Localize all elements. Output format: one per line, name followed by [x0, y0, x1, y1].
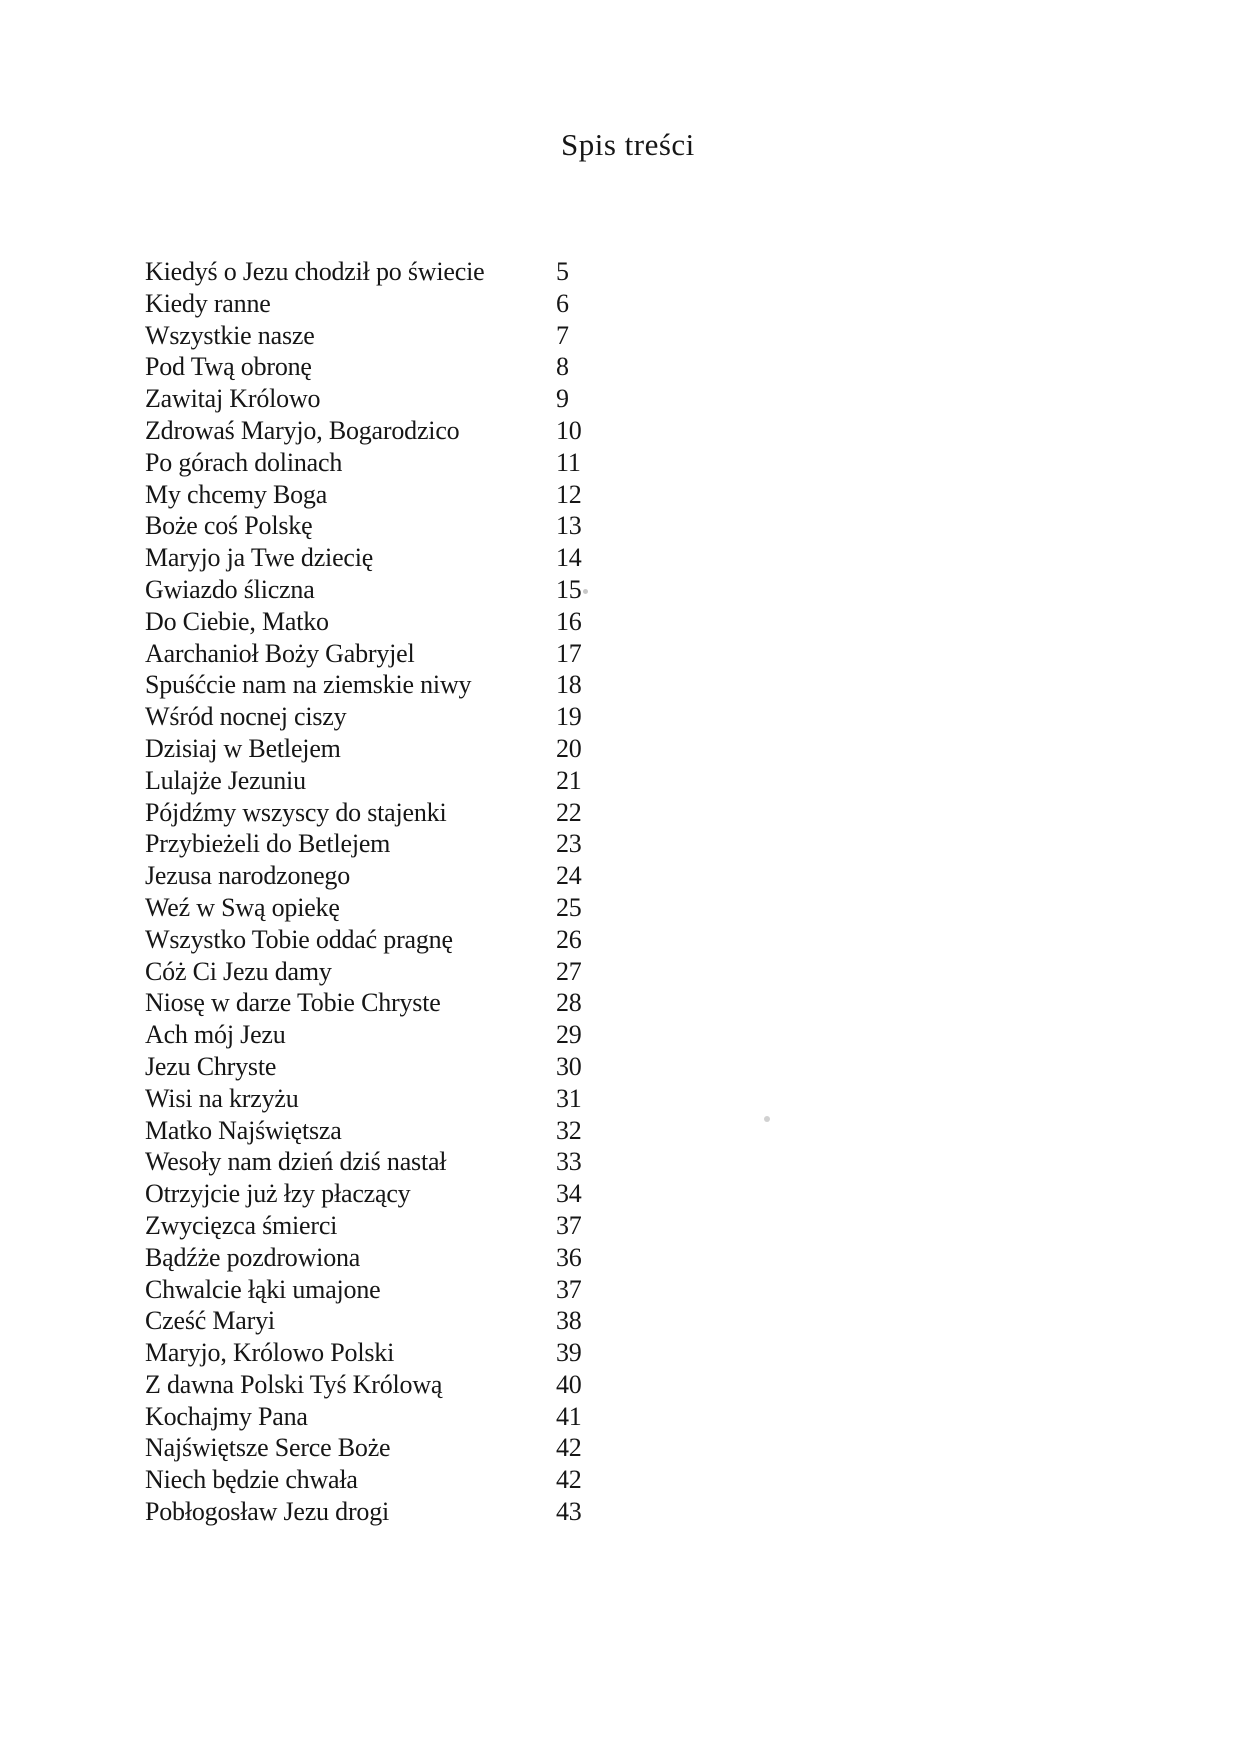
page-number: 20 — [556, 733, 582, 763]
table-of-contents — [145, 256, 582, 1528]
page-number: 32 — [556, 1115, 582, 1145]
page-number: 9 — [556, 384, 569, 414]
scan-speck — [583, 589, 588, 594]
song-title: Kiedy ranne — [145, 288, 271, 318]
page-title: Spis treści — [561, 127, 695, 162]
toc-row — [145, 288, 582, 320]
page-number: 31 — [556, 1083, 582, 1113]
toc-row — [145, 701, 582, 733]
page-number: 33 — [556, 1147, 582, 1177]
page-number: 6 — [556, 288, 569, 318]
page-number: 43 — [556, 1497, 582, 1527]
toc-row — [145, 1178, 582, 1210]
song-title: Lulajże Jezuniu — [145, 765, 306, 795]
page-number: 19 — [556, 702, 582, 732]
toc-row — [145, 542, 582, 574]
toc-row — [145, 1496, 582, 1528]
toc-row — [145, 415, 582, 447]
song-title: Niech będzie chwała — [145, 1465, 358, 1495]
toc-row — [145, 510, 582, 542]
page-number: 17 — [556, 638, 582, 668]
song-title: Wisi na krzyżu — [145, 1083, 299, 1113]
page-number: 25 — [556, 892, 582, 922]
toc-row — [145, 1083, 582, 1115]
page-number: 12 — [556, 479, 582, 509]
toc-row — [145, 1274, 582, 1306]
page-number: 38 — [556, 1306, 582, 1336]
scan-speck — [764, 1116, 770, 1122]
song-title: Gwiazdo śliczna — [145, 574, 315, 604]
page-number: 11 — [556, 447, 581, 477]
song-title: Pod Twą obronę — [145, 352, 312, 382]
song-title: Cześć Maryi — [145, 1306, 275, 1336]
page-number: 40 — [556, 1369, 582, 1399]
toc-row — [145, 1019, 582, 1051]
page-number: 22 — [556, 797, 582, 827]
song-title: Ach mój Jezu — [145, 1020, 286, 1050]
page-number: 7 — [556, 320, 569, 350]
toc-row — [145, 892, 582, 924]
song-title: Weź w Swą opiekę — [145, 892, 340, 922]
toc-row — [145, 574, 582, 606]
toc-row — [145, 733, 582, 765]
song-title: Otrzyjcie już łzy płaczący — [145, 1179, 411, 1209]
song-title: Po górach dolinach — [145, 447, 343, 477]
song-title: Zawitaj Królowo — [145, 384, 321, 414]
song-title: My chcemy Boga — [145, 479, 328, 509]
song-title: Pójdźmy wszyscy do stajenki — [145, 797, 447, 827]
toc-row — [145, 1115, 582, 1147]
song-title: Do Ciebie, Matko — [145, 606, 329, 636]
page-number: 15 — [556, 574, 582, 604]
page-number: 28 — [556, 988, 582, 1018]
toc-row — [145, 1432, 582, 1464]
toc-row — [145, 1464, 582, 1496]
page-number: 41 — [556, 1401, 582, 1431]
song-title: Niosę w darze Tobie Chryste — [145, 988, 441, 1018]
page-number: 10 — [556, 415, 582, 445]
page-number: 24 — [556, 861, 582, 891]
song-title: Z dawna Polski Tyś Królową — [145, 1369, 443, 1399]
page-number: 16 — [556, 606, 582, 636]
song-title: Dzisiaj w Betlejem — [145, 733, 341, 763]
page-number: 18 — [556, 670, 582, 700]
page-number: 8 — [556, 352, 569, 382]
page-number: 42 — [556, 1433, 582, 1463]
page-number: 39 — [556, 1338, 582, 1368]
song-title: Maryjo, Królowo Polski — [145, 1338, 395, 1368]
toc-row — [145, 669, 582, 701]
song-title: Chwalcie łąki umajone — [145, 1274, 381, 1304]
song-title: Zdrowaś Maryjo, Bogarodzico — [145, 415, 460, 445]
page-number: 5 — [556, 257, 569, 286]
song-title: Wszystko Tobie oddać pragnę — [145, 924, 453, 954]
toc-row — [145, 860, 582, 892]
toc-row — [145, 924, 582, 956]
toc-row — [145, 320, 582, 352]
toc-row — [145, 1337, 582, 1369]
page-number: 23 — [556, 829, 582, 859]
toc-row — [145, 1305, 582, 1337]
page-number: 26 — [556, 924, 582, 954]
song-title: Przybieżeli do Betlejem — [145, 829, 391, 859]
song-title: Maryjo ja Twe dziecię — [145, 543, 374, 573]
toc-row — [145, 256, 582, 288]
toc-row — [145, 1210, 582, 1242]
song-title: Zwycięzca śmierci — [145, 1210, 338, 1240]
toc-row — [145, 956, 582, 988]
page-number: 21 — [556, 765, 582, 795]
toc-row — [145, 606, 582, 638]
toc-row — [145, 447, 582, 479]
song-title: Aarchanioł Boży Gabryjel — [145, 638, 415, 668]
song-title: Najświętsze Serce Boże — [145, 1433, 391, 1463]
song-title: Kiedyś o Jezu chodził po świecie — [145, 257, 485, 286]
toc-row — [145, 828, 582, 860]
song-title: Wśród nocnej ciszy — [145, 702, 347, 732]
song-title: Boże coś Polskę — [145, 511, 313, 541]
song-title: Bądźże pozdrowiona — [145, 1242, 361, 1272]
page-number: 42 — [556, 1465, 582, 1495]
song-title: Wesoły nam dzień dziś nastał — [145, 1147, 447, 1177]
page-number: 13 — [556, 511, 582, 541]
page-number: 37 — [556, 1210, 582, 1240]
page-number: 29 — [556, 1020, 582, 1050]
toc-row — [145, 797, 582, 829]
song-title: Pobłogosław Jezu drogi — [145, 1497, 390, 1527]
song-title: Spuśćcie nam na ziemskie niwy — [145, 670, 472, 700]
toc-row — [145, 479, 582, 511]
toc-row — [145, 1369, 582, 1401]
page-number: 14 — [556, 543, 582, 573]
page-number: 37 — [556, 1274, 582, 1304]
song-title: Jezusa narodzonego — [145, 861, 351, 891]
toc-row — [145, 1401, 582, 1433]
toc-row — [145, 765, 582, 797]
toc-row — [145, 351, 582, 383]
song-title: Matko Najświętsza — [145, 1115, 342, 1145]
song-title: Kochajmy Pana — [145, 1401, 308, 1431]
toc-row — [145, 1242, 582, 1274]
song-title: Jezu Chryste — [145, 1051, 277, 1081]
song-title: Cóż Ci Jezu damy — [145, 956, 332, 986]
song-title: Wszystkie nasze — [145, 320, 315, 350]
toc-row — [145, 1051, 582, 1083]
page-number: 34 — [556, 1179, 582, 1209]
page-number: 36 — [556, 1242, 582, 1272]
page-number: 27 — [556, 956, 582, 986]
toc-row — [145, 383, 582, 415]
toc-row — [145, 638, 582, 670]
page-number: 30 — [556, 1051, 582, 1081]
toc-row — [145, 1146, 582, 1178]
toc-row — [145, 987, 582, 1019]
